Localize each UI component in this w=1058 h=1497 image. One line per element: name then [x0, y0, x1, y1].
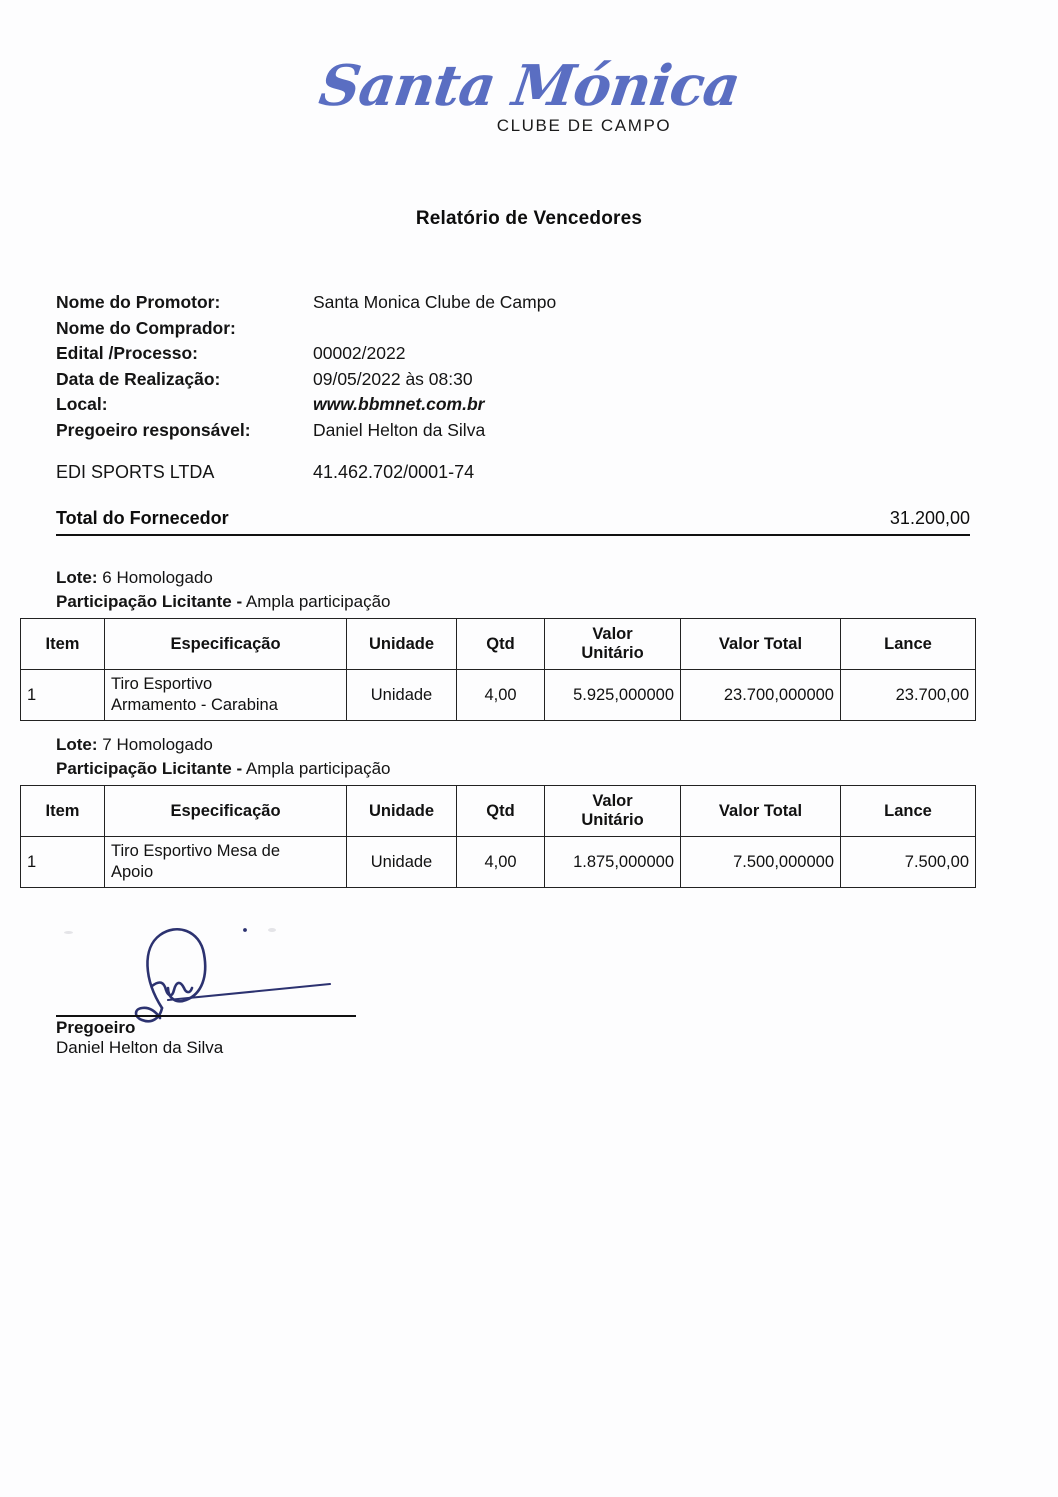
participation-value: Ampla participação [245, 759, 391, 778]
meta-row-data-realizacao [56, 367, 556, 393]
table-row [21, 837, 976, 888]
col-header-valor-unitario-line1: Valor [592, 792, 633, 810]
meta-row-local [56, 392, 556, 418]
table-row [21, 670, 976, 721]
meta-label: Edital /Processo: [56, 343, 198, 363]
cell-item: 1 [21, 837, 105, 888]
spec-line-1: Tiro Esportivo [111, 675, 213, 693]
lot-value: 6 Homologado [102, 568, 213, 587]
meta-row-promotor [56, 290, 556, 316]
cell-valor-total: 7.500,000000 [681, 837, 841, 888]
supplier-cnpj: 41.462.702/0001-74 [313, 462, 475, 482]
col-header-valor-unitario [545, 619, 681, 670]
logo-subtitle: CLUBE DE CAMPO [496, 116, 672, 135]
lot-heading [20, 566, 1020, 590]
cell-valor-unitario: 1.875,000000 [545, 837, 681, 888]
lot-label: Lote: [56, 735, 98, 754]
handwritten-signature-icon [116, 920, 376, 1030]
col-header-item: Item [21, 619, 105, 670]
col-header-qtd: Qtd [457, 619, 545, 670]
supplier-row [56, 462, 474, 483]
supplier-total-value: 31.200,00 [889, 508, 970, 528]
col-header-valor-unitario-line2: Unitário [581, 811, 644, 829]
col-header-item: Item [21, 786, 105, 837]
cell-item: 1 [21, 670, 105, 721]
lot-value: 7 Homologado [102, 735, 213, 754]
meta-label: Local: [56, 394, 108, 414]
signature-rule [56, 1015, 356, 1017]
meta-row-comprador [56, 316, 556, 342]
participation-heading [20, 590, 1020, 614]
cell-valor-total: 23.700,000000 [681, 670, 841, 721]
document-meta [56, 290, 556, 443]
participation-value: Ampla participação [245, 592, 391, 611]
page-title: Relatório de Vencedores [415, 208, 643, 229]
col-header-especificacao: Especificação [105, 786, 347, 837]
lot-section-7 [20, 733, 1020, 888]
meta-value: 09/05/2022 às 08:30 [313, 368, 473, 389]
meta-value: Daniel Helton da Silva [313, 419, 486, 440]
lot-section-6 [20, 566, 1020, 721]
col-header-valor-unitario [545, 786, 681, 837]
col-header-qtd: Qtd [457, 786, 545, 837]
table-header-row [21, 619, 976, 670]
col-header-unidade: Unidade [347, 786, 457, 837]
cell-valor-unitario: 5.925,000000 [545, 670, 681, 721]
col-header-valor-unitario-line2: Unitário [581, 644, 644, 662]
meta-row-edital [56, 341, 556, 367]
participation-label: Participação Licitante - [56, 759, 243, 778]
meta-label: Nome do Promotor: [56, 292, 221, 312]
participation-label: Participação Licitante - [56, 592, 243, 611]
col-header-lance: Lance [841, 786, 976, 837]
lot-label: Lote: [56, 568, 98, 587]
signature-role: Pregoeiro [56, 1018, 136, 1037]
cell-qtd: 4,00 [457, 670, 545, 721]
participation-heading [20, 757, 1020, 781]
spec-line-2: Armamento - Carabina [111, 696, 278, 714]
col-header-valor-total: Valor Total [681, 619, 841, 670]
supplier-total-label: Total do Fornecedor [56, 508, 229, 528]
meta-row-pregoeiro [56, 418, 556, 444]
meta-value: 00002/2022 [313, 343, 406, 363]
spec-line-1: Tiro Esportivo Mesa de [111, 842, 281, 860]
col-header-valor-total: Valor Total [681, 786, 841, 837]
col-header-especificacao: Especificação [105, 619, 347, 670]
col-header-unidade: Unidade [347, 619, 457, 670]
cell-especificacao [105, 670, 347, 721]
meta-label: Data de Realização: [56, 368, 221, 389]
logo-wordmark: Santa Mónica [314, 53, 744, 119]
scan-smudge [64, 931, 73, 934]
meta-label: Pregoeiro responsável: [56, 419, 251, 440]
supplier-name: EDI SPORTS LTDA [56, 462, 215, 482]
lot-heading [20, 733, 1020, 757]
cell-unidade: Unidade [347, 837, 457, 888]
meta-value-website: www.bbmnet.com.br [313, 394, 485, 414]
club-logo [0, 53, 1058, 136]
spec-line-2: Apoio [111, 863, 154, 881]
meta-value: Santa Monica Clube de Campo [313, 292, 557, 312]
cell-lance: 23.700,00 [841, 670, 976, 721]
lot-items-table [20, 618, 976, 721]
meta-label: Nome do Comprador: [56, 317, 236, 338]
scan-smudge [268, 928, 276, 932]
signature-name: Daniel Helton da Silva [56, 1038, 224, 1057]
lot-items-table [20, 785, 976, 888]
table-header-row [21, 786, 976, 837]
cell-unidade: Unidade [347, 670, 457, 721]
cell-qtd: 4,00 [457, 837, 545, 888]
cell-especificacao [105, 837, 347, 888]
col-header-valor-unitario-line1: Valor [592, 625, 633, 643]
supplier-total-row [56, 508, 970, 536]
cell-lance: 7.500,00 [841, 837, 976, 888]
col-header-lance: Lance [841, 619, 976, 670]
